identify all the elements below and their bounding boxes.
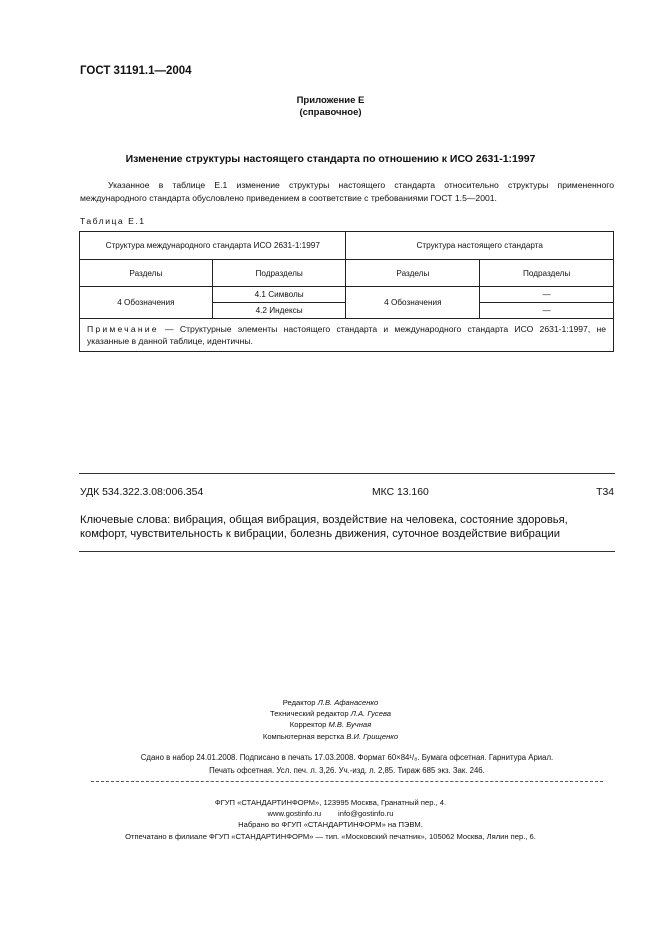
- table-subheader-row: [80, 260, 614, 287]
- print-info: [80, 752, 614, 777]
- table-note: [80, 319, 614, 352]
- credit-role: Редактор: [282, 698, 316, 707]
- intro-paragraph: Указанное в таблице Е.1 изменение структуры настоящего стандарта относительно структуры примененного международного стандарта обусловлено приведением в соответствие с требованиями ГОСТ 1.5—2001.: [80, 180, 614, 203]
- publisher-block: [0, 797, 661, 842]
- credit-name: Л.В. Афанасенко: [317, 698, 379, 707]
- credit-tech-editor: [0, 708, 661, 719]
- publisher-printed: Отпечатано в филиале ФГУП «СТАНДАРТИНФОРМ» — тип. «Московский печатник», 105062 Москва, Лялин пер., 6.: [125, 831, 536, 841]
- document-title: Изменение структуры настоящего стандарта по отношению к ИСО 2631-1:1997: [125, 153, 536, 165]
- publisher-site: www.gostinfo.ru: [267, 809, 322, 819]
- publisher-typeset: Набрано во ФГУП «СТАНДАРТИНФОРМ» на ПЭВМ.: [238, 820, 423, 830]
- appendix-subtitle: (справочное): [299, 107, 362, 118]
- credit-name: Л.А. Гусева: [350, 709, 391, 719]
- header-national-structure: Структура настоящего стандарта: [346, 232, 614, 260]
- credit-role: Компьютерная верстка: [262, 731, 345, 741]
- credit-layout: [0, 731, 661, 742]
- appendix-title: Приложение Е: [296, 95, 365, 106]
- dashed-divider: [91, 781, 603, 782]
- subheader-national-subsections: Подразделы: [480, 260, 614, 287]
- mks-code: МКС 13.160: [372, 487, 429, 498]
- publisher-contacts: [0, 808, 661, 819]
- table-row: [80, 287, 614, 303]
- subheader-intl-subsections: Подразделы: [212, 260, 346, 287]
- table-note-row: [80, 319, 614, 352]
- subheader-intl-sections: Разделы: [80, 260, 213, 287]
- header-intl-structure: Структура международного стандарта ИСО 2631-1:1997: [80, 232, 346, 260]
- cell-national-subsection: —: [480, 287, 614, 303]
- structure-table: [79, 231, 614, 352]
- divider: [79, 473, 615, 474]
- note-text: — Структурные элементы настоящего стандарта и международного стандарта ИСО 2631-1:1997, не указанные в данной таблице, идентичны.: [87, 324, 606, 346]
- note-label: Примечание: [87, 324, 159, 334]
- credit-name: В.И. Грищенко: [346, 731, 399, 741]
- print-line-2: Печать офсетная. Усл. печ. л. 3,26. Уч.-изд. л. 2,85. Тираж 685 экз. Зак. 246.: [209, 765, 485, 775]
- keywords: Ключевые слова: вибрация, общая вибрация, воздействие на человека, состояние здоровья, комфорт, чувствительность к вибрации, болезнь движения, суточное воздействие вибрации: [80, 514, 568, 540]
- category-code: Т34: [596, 487, 614, 498]
- credit-corrector: [0, 719, 661, 730]
- credits-block: [0, 697, 661, 742]
- publisher-address: ФГУП «СТАНДАРТИНФОРМ», 123995 Москва, Гранатный пер., 4.: [214, 798, 447, 807]
- cell-national-subsection: —: [480, 303, 614, 319]
- publisher-email: info@gostinfo.ru: [338, 809, 394, 819]
- cell-national-section: 4 Обозначения: [346, 287, 480, 319]
- cell-intl-section: 4 Обозначения: [80, 287, 213, 319]
- standard-number: ГОСТ 31191.1—2004: [80, 65, 192, 77]
- divider: [79, 551, 615, 552]
- credit-role: Технический редактор: [270, 709, 349, 719]
- credit-name: М.В. Бучная: [328, 720, 372, 730]
- subheader-national-sections: Разделы: [346, 260, 480, 287]
- table-label: Таблица Е.1: [80, 216, 146, 226]
- print-line-1: Сдано в набор 24.01.2008. Подписано в печать 17.03.2008. Формат 60×84¹/₈. Бумага офсетная. Гарнитура Ариал.: [140, 753, 554, 762]
- credit-role: Корректор: [289, 720, 327, 730]
- cell-intl-subsection: 4.1 Символы: [212, 287, 346, 303]
- table-header-row: [80, 232, 614, 260]
- udk-code: УДК 534.322.3.08:006.354: [80, 487, 204, 498]
- credit-editor: [0, 697, 661, 708]
- cell-intl-subsection: 4.2 Индексы: [212, 303, 346, 319]
